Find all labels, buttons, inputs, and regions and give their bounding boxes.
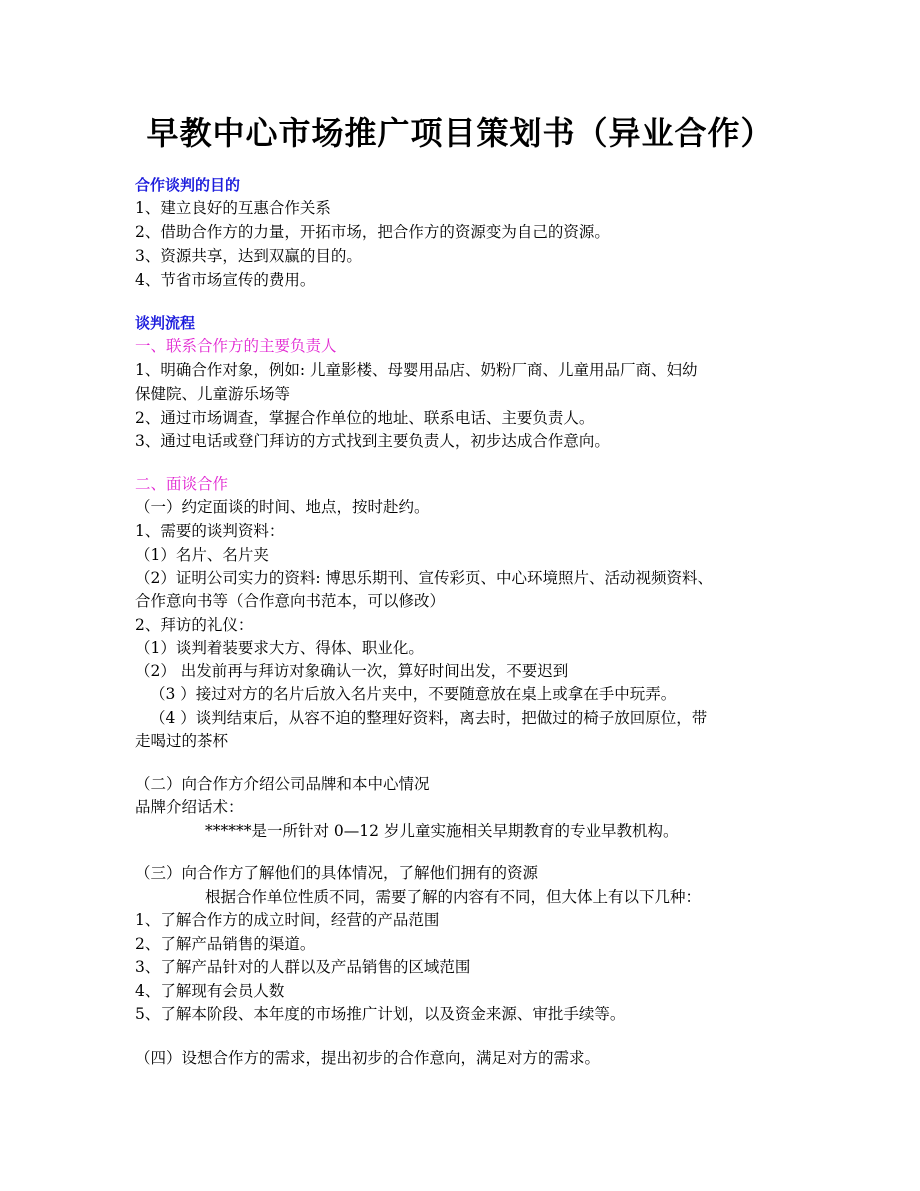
list-item: 3、了解产品针对的人群以及产品销售的区域范围 (135, 958, 471, 976)
section-heading-process: 谈判流程 (135, 314, 196, 332)
subsection-heading-contact: 一、联系合作方的主要负责人 (135, 337, 337, 355)
list-item: 5、了解本阶段、本年度的市场推广计划，以及资金来源、审批手续等。 (135, 1005, 626, 1023)
paragraph-line: （1）名片、名片夹 (135, 546, 269, 564)
list-item: 4、节省市场宣传的费用。 (135, 271, 316, 289)
paragraph-line: （1）谈判着装要求大方、得体、职业化。 (135, 639, 424, 657)
paragraph-line: 走喝过的茶杯 (135, 732, 229, 750)
page-title: 早教中心市场推广项目策划书（异业合作） (146, 114, 774, 152)
list-item: 3、资源共享，达到双赢的目的。 (135, 247, 362, 265)
paragraph-line: 2、通过市场调查，掌握合作单位的地址、联系电话、主要负责人。 (135, 409, 595, 427)
paragraph-line: （四）设想合作方的需求，提出初步的合作意向，满足对方的需求。 (135, 1049, 601, 1067)
paragraph-line: （2） 出发前再与拜访对象确认一次，算好时间出发，不要迟到 (135, 662, 569, 680)
paragraph-line: ******是一所针对 0—12 岁儿童实施相关早期教育的专业早教机构。 (205, 822, 679, 840)
paragraph-line: （3 ）接过对方的名片后放入名片夹中，不要随意放在桌上或拿在手中玩弄。 (150, 685, 677, 703)
paragraph-line: （4 ）谈判结束后，从容不迫的整理好资料，离去时，把做过的椅子放回原位，带 (150, 709, 708, 727)
paragraph-line: 品牌介绍话术： (135, 798, 244, 816)
paragraph-line: 1、明确合作对象，例如: 儿童影楼、母婴用品店、奶粉厂商、儿童用品厂商、妇幼 (135, 361, 698, 379)
subsection-heading-meeting: 二、面谈合作 (135, 475, 229, 493)
paragraph-line: 根据合作单位性质不同，需要了解的内容有不同，但大体上有以下几种： (205, 888, 702, 906)
list-item: 2、了解产品销售的渠道。 (135, 935, 316, 953)
list-item: 2、借助合作方的力量，开拓市场，把合作方的资源变为自己的资源。 (135, 223, 610, 241)
paragraph-line: （三）向合作方了解他们的具体情况，了解他们拥有的资源 (135, 864, 539, 882)
list-item: 1、了解合作方的成立时间，经营的产品范围 (135, 911, 440, 929)
paragraph-line: 合作意向书等（合作意向书范本，可以修改） (135, 592, 446, 610)
section-heading-goals: 合作谈判的目的 (135, 176, 241, 194)
paragraph-line: （一）约定面谈的时间、地点，按时赴约。 (135, 498, 430, 516)
paragraph-line: 2、拜访的礼仪： (135, 616, 254, 634)
paragraph-line: （2）证明公司实力的资料: 博思乐期刊、宣传彩页、中心环境照片、活动视频资料、 (135, 569, 714, 587)
paragraph-line: 保健院、儿童游乐场等 (135, 385, 291, 403)
paragraph-line: 1、需要的谈判资料： (135, 522, 285, 540)
list-item: 1、建立良好的互惠合作关系 (135, 199, 331, 217)
list-item: 4、了解现有会员人数 (135, 982, 285, 1000)
paragraph-line: 3、通过电话或登门拜访的方式找到主要负责人，初步达成合作意向。 (135, 432, 610, 450)
paragraph-line: （二）向合作方介绍公司品牌和本中心情况 (135, 775, 430, 793)
